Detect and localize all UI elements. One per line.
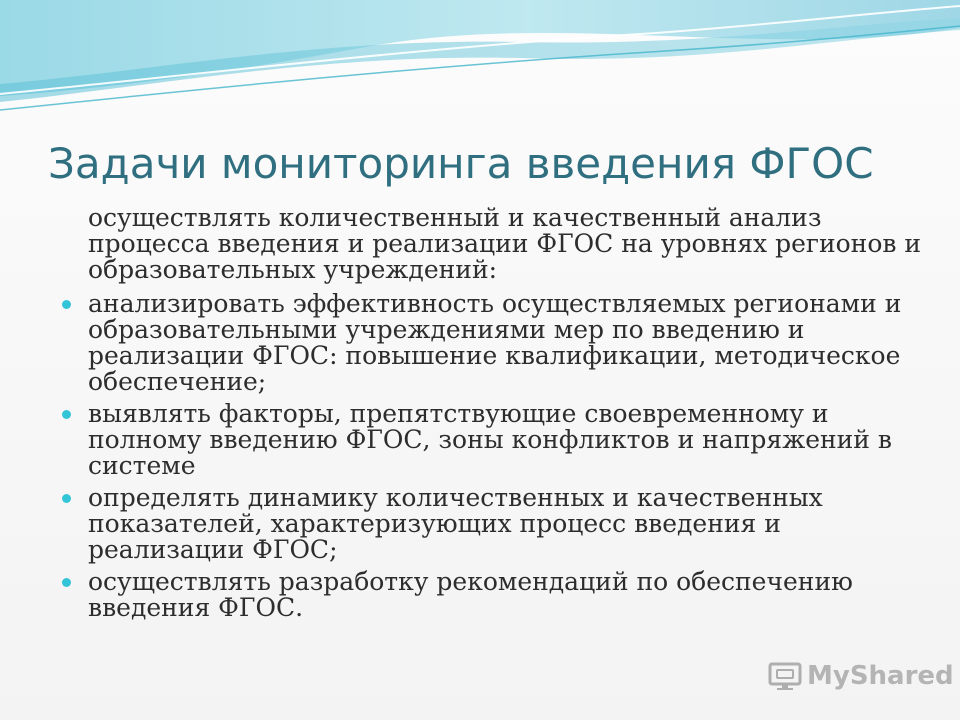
watermark-text: MyShared bbox=[807, 661, 954, 691]
bullet-icon bbox=[62, 410, 71, 419]
slide-title: Задачи мониторинга введения ФГОС bbox=[48, 139, 874, 188]
list-item-text: анализировать эффективность осуществляемых регионами и образовательными учреждениями мер по введению и реализации ФГОС: повышение квалификации, методическое обеспечение; bbox=[88, 289, 902, 396]
bullet-icon bbox=[62, 578, 71, 587]
bullet-icon bbox=[62, 300, 71, 309]
list-item bbox=[62, 569, 932, 621]
list-item-text: осуществлять количественный и качественный анализ процесса введения и реализации ФГОС на уровнях регионов и образовательных учреждений: bbox=[88, 203, 922, 284]
logo-icon bbox=[767, 661, 803, 691]
watermark bbox=[767, 656, 954, 696]
wave-header bbox=[0, 0, 960, 120]
list-item-text: определять динамику количественных и качественных показателей, характеризующих процесс введения и реализации ФГОС; bbox=[88, 483, 823, 564]
list-item bbox=[62, 205, 932, 283]
list-item bbox=[62, 485, 932, 563]
bullet-icon bbox=[62, 494, 71, 503]
list-item bbox=[62, 291, 932, 395]
list-item-text: выявлять факторы, препятствующие своевременному и полному введению ФГОС, зоны конфликтов и напряжений в системе bbox=[88, 399, 892, 480]
task-list bbox=[62, 205, 932, 627]
list-item-text: осуществлять разработку рекомендаций по обеспечению введения ФГОС. bbox=[88, 567, 853, 622]
list-item bbox=[62, 401, 932, 479]
